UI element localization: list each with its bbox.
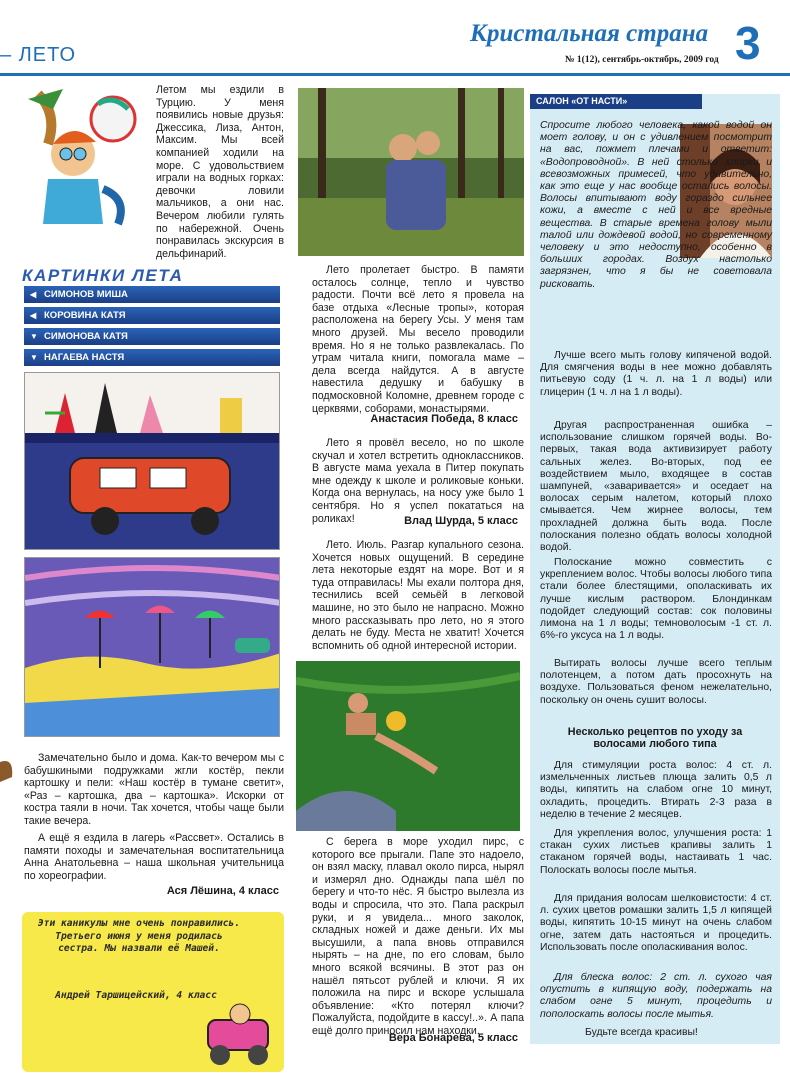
tip-2: Другая распространенная ошибка – использование слишком горячей воды. Во-первых, такая вода активизирует работу сальных желез. Во-вторых, под ее воздействием мыло, входящее в состав шампуней, «заваривается» и оседает на волосах серым налетом, который плохо смывается. Чем жирнее волосы, тем прохладней должна быть вода. После полоскания полезно обдать волосы холодной водой. [540, 420, 772, 554]
recipe-3: Для придания волосам шелковистости: 4 ст. л. сухих цветов ромашки залить 1,5 л кипящей воды, кипятить 10-15 минут на очень слабом огне, затем дать настояться и процедить. Использовать после ополаскивания волос. [540, 893, 772, 953]
article-2: Лето я провёл весело, но по школе скучал и хотел встретить одноклассников. В августе мама уехала в Питер покупать мне одежду к школе и роликовые коньки. Когда она вернулась, на носу уже было 1 сентября. Но я успел покататься на роликах! [312, 437, 524, 525]
article-4: С берега в море уходил пирс, с которого все прыгали. Папе это надоело, он взял маску, плавал около пирса, нырял и измерял дно. Однажды папа шёл по берегу и что-то нёс. Я быстро вылезла из воды и спросила, что это. Папа раскрыл руки, и я увидела... много заколок, складных ножей и даже деньги. Их мы высушили, а папа вновь отправился нырять – на дне, по его словам, было много всякой всячины. В этот раз он нашёл пятьсот рублей и ключи. Я их положила на пирс и вскоре услышала объявление: «Кто потерял ключи? Пожалуйста, подойдите в кассу!..». А папа ещё долго приносил нам находки. [312, 836, 524, 1037]
gallery-name-label: СИМОНОВ МИША [44, 289, 128, 300]
header-rule [0, 73, 790, 76]
story-text: Замечательно было и дома. Как-то вечером мы с бабушкиными подружками жгли костёр, пекли картошку и пели: «Наш костёр в тумане светит», «Раз – картошка, два – картошка». Искорки от костра таяли в ночи. Так хочется, чтобы чаще были такие вечера. [24, 752, 284, 827]
article-3: Лето. Июль. Разгар купального сезона. Хочется новых ощущений. В середине лета некоторые ездят на море. Вот и я туда отправилась! Мы ехали полтора дня, теснились всей семьёй в легковой машине, но это было не напрасно. Можно много рассказывать про лето, но я этого делать не буду. Места не хватит! Хочется вспомнить об одной интересной истории. [312, 539, 524, 652]
article-1: Лето пролетает быстро. В памяти осталось солнце, тепло и чувство радости. Почти всё лето я провела на базе отдыха «Лесные тропы», которая расположена на берегу Усы. У меня там много друзей. Мы весело проводили время. Но я не только развлекалась. По утрам читала книги, помогала маме – дела всегда найдутся. А в августе навестила дедушку и бабушку в подмосковной Коломне, древнем городе с церквями, соборами, монастырями. [312, 264, 524, 415]
recipe-1: Для стимуляции роста волос: 4 ст. л. измельченных листьев плюща залить 0,5 л воды, кипятить на слабом огне 10 минут, охладить, процедить. Втирать 2-3 раза в неделю в течение 2 месяцев. [540, 760, 772, 820]
drawing-car [24, 372, 280, 550]
signature-4: Вера Бонарева, 5 класс [388, 1032, 518, 1044]
salon-heading-label: САЛОН «ОТ НАСТИ» [536, 96, 628, 106]
note-signature: Андрей Таршицейский, 4 класс [55, 990, 217, 1001]
gallery-name-label: КОРОВИНА КАТЯ [44, 310, 126, 321]
gallery-name-2: ◀ КОРОВИНА КАТЯ [24, 307, 280, 324]
car-cartoon [200, 1000, 280, 1070]
tip-3: Полоскание можно совместить с укреплением волос. Чтобы волосы любого типа стали более блестящими, ополаскивать их лучше кислым раствором. Блондинкам подойдет следующий состав: сок половины лимона на 1 л воды; темноволосым -1 ст. л. 6%-го уксуса на 1 л воды. [540, 557, 772, 642]
magazine-title: Кристальная страна [470, 20, 709, 47]
signature-2: Влад Шурда, 5 класс [404, 515, 518, 527]
tip-4: Вытирать волосы лучше всего теплым полотенцем, а потом дать просохнуть на воздухе. Пользоваться феном нежелательно, поскольку он очень сушит волосы. [540, 658, 772, 706]
closing-text: Будьте всегда красивы! [585, 1027, 698, 1038]
photo-girls-forest [298, 88, 524, 256]
issue-info: № 1(12), сентябрь-октябрь, 2009 год [565, 55, 719, 65]
recipe-4: Для блеска волос: 2 ст. л. сухого чая опустить в кипящую воду, подержать на слабом огне 5 минут, процедить и пополоскать волосы после мытья. [540, 972, 772, 1020]
gallery-name-label: СИМОНОВА КАТЯ [44, 331, 128, 342]
drawing-beach [24, 557, 280, 737]
recipe-2: Для укрепления волос, улучшения роста: 1 стакан сухих листьев крапивы залить 1 стаканом горячей воды, настаивать 1 час. Полоскать волосы после мытья. [540, 828, 772, 876]
section-label: – ЛЕТО [0, 44, 77, 66]
page-number: 3 [735, 17, 761, 69]
story-text-2: А ещё я ездила в лагерь «Рассвет». Остались в памяти походы и замечательная воспитательница Анна Анатольевна – наша школьная учительница по хореографии. [24, 832, 284, 882]
gallery-title: КАРТИНКИ ЛЕТА [22, 266, 184, 285]
signature-1: Анастасия Победа, 8 класс [370, 413, 518, 425]
note-text: Эти каникулы мне очень понравились. Третьего июня у меня родилась сестра. Мы назвали её Машей. [37, 918, 241, 954]
recipes-title: Несколько рецептов по уходу за волосами любого типа [567, 726, 743, 751]
photo-swimming [296, 661, 520, 831]
salon-heading [530, 94, 702, 109]
horse-illustration [0, 752, 16, 792]
gallery-name-1: ◀ СИМОНОВ МИША [24, 286, 280, 303]
tip-1: Лучше всего мыть голову кипяченой водой. Для смягчения воды в нее можно добавлять питьевую соду (1 ч. л. на 1 л воды) или глицерин (1 ч. л на 1 л воды). [540, 350, 772, 398]
salon-intro: Спросите любого человека, какой водой он моет голову, и он с удивлением посмотрит на вас, пожмет плечами и ответит: «Водопроводной». В ней столько хлорки и всевозможных примесей, что удивительно, как это еще у нас вообще остались волосы. Волосы впитывают воду гораздо сильнее кожи, а вместе с ней и все вредные вещества. В старые времена голову мыли талой или дождевой водой, но современному человеку и это недоступно, особенно в больших городах. Воздух настолько загрязнен, что я бы не советовала рисковать. [540, 120, 772, 290]
gallery-name-label: НАГАЕВА НАСТЯ [44, 352, 125, 363]
intro-text: Летом мы ездили в Турцию. У меня появились новые друзья: Джессика, Лиза, Антон, Максим. Мы всей компанией ходили на море. С удовольствием играли на водных горках: девочки ловили мальчиков, а они нас. Вечером любили гулять по набережной. Очень понравилась экскурсия в дельфинарий. [156, 84, 284, 260]
gallery-name-4: ▼ НАГАЕВА НАСТЯ [24, 349, 280, 366]
signature: Ася Лёшина, 4 класс [166, 885, 279, 897]
cartoon-illustration [18, 84, 148, 234]
gallery-name-3: ▼ СИМОНОВА КАТЯ [24, 328, 280, 345]
